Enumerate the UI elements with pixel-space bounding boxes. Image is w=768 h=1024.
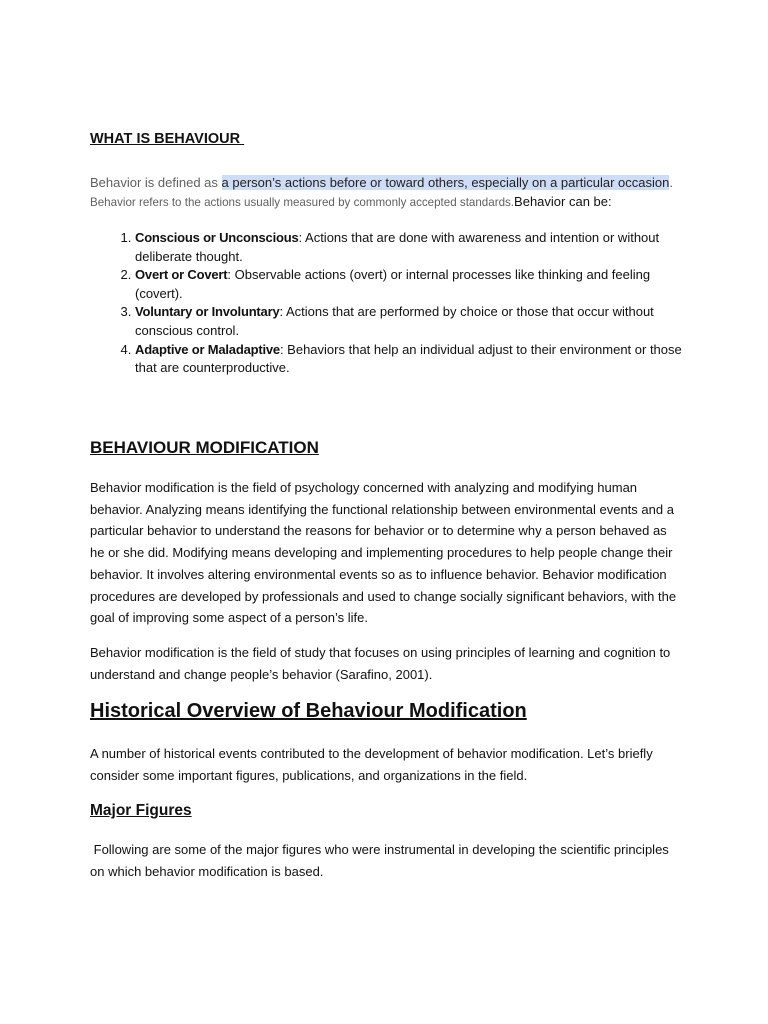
major-figures-paragraph: Following are some of the major figures who were instrumental in developing the scientific principles on which behavior modification is based. <box>90 842 673 879</box>
standards-line <box>90 193 690 212</box>
list-item <box>135 229 685 266</box>
list-item-term: Conscious or Unconscious <box>135 230 299 245</box>
historical-overview-heading: Historical Overview of Behaviour Modification <box>90 700 527 722</box>
definition-line <box>90 173 690 193</box>
standards-text: Behavior refers to the actions usually measured by commonly accepted standards. <box>90 196 515 209</box>
list-item-description: : Actions that are performed by choice or those that occur without conscious control. <box>135 304 654 338</box>
behaviour-modification-heading: BEHAVIOUR MODIFICATION <box>90 438 319 457</box>
list-item <box>135 266 685 303</box>
list-item-term: Voluntary or Involuntary <box>135 304 280 320</box>
list-item-description: : Behaviors that help an individual adjust to their environment or those that are counterproductive. <box>135 341 682 376</box>
list-item-term: Adaptive or Maladaptive <box>135 341 280 357</box>
list-item <box>135 341 685 378</box>
behavior-types-list <box>90 229 685 378</box>
definition-prefix: Behavior is defined as <box>90 175 222 190</box>
definition-suffix: . <box>669 175 673 190</box>
behavior-definition-paragraph <box>90 173 690 212</box>
major-figures-heading: Major Figures <box>90 802 192 819</box>
list-item <box>135 303 685 340</box>
what-is-behaviour-heading: WHAT IS BEHAVIOUR <box>90 131 245 147</box>
behavior-can-be-text: Behavior can be: <box>514 194 612 209</box>
list-item-description: : Observable actions (overt) or internal processes like thinking and feeling (covert). <box>135 267 651 301</box>
list-item-term: Overt or Covert <box>135 267 228 283</box>
behaviour-modification-paragraph-1: Behavior modification is the field of psychology concerned with analyzing and modifying human behavior. Analyzing means identifying the functional relationship between environmental events and a particular behavior to understand the reasons for behavior or to determine why a person behaved as he or she did. Modifying means developing and implementing procedures to help people change their behavior. It involves altering environmental events so as to influence behavior. Behavior modification procedures are developed by professionals and used to change socially significant behaviors, with the goal of improving some aspect of a person’s life. <box>90 480 677 626</box>
list-item-description: : Actions that are done with awareness and intention or without deliberate thought. <box>135 230 660 264</box>
historical-overview-paragraph: A number of historical events contributed to the development of behavior modification. Let’s briefly consider some important figures, publications, and organizations in the field. <box>90 746 653 783</box>
behaviour-modification-paragraph-2: Behavior modification is the field of study that focuses on using principles of learning and cognition to understand and change people’s behavior (Sarafino, 2001). <box>90 645 671 682</box>
highlighted-definition: a person’s actions before or toward others, especially on a particular occasion <box>221 175 670 190</box>
